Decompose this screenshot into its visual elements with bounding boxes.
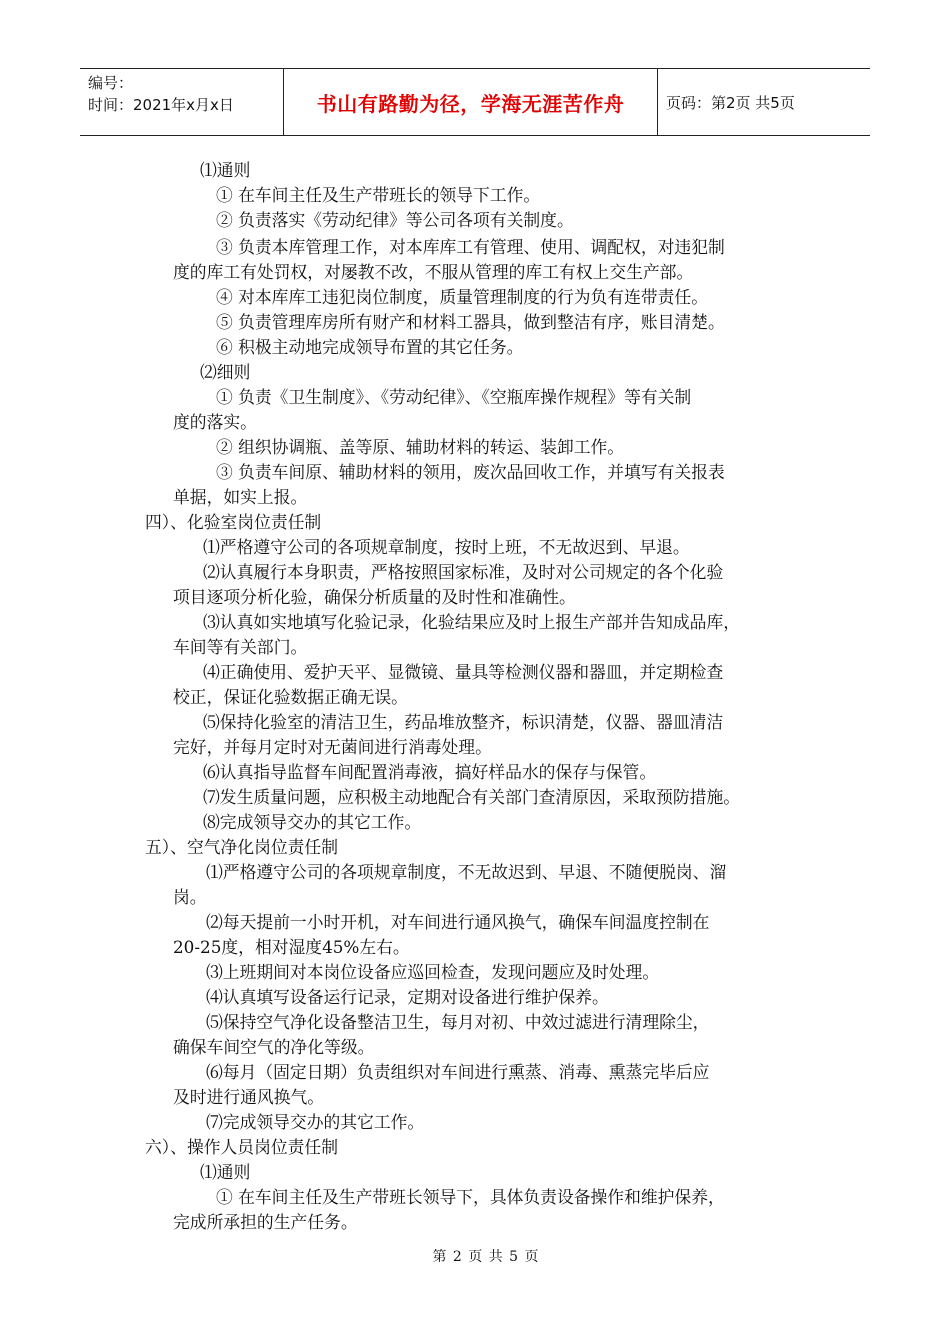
body-line: 项目逐项分析化验，确保分析质量的及时性和准确性。: [173, 587, 576, 607]
body-line: ⑶上班期间对本岗位设备应巡回检查，发现问题应及时处理。: [206, 962, 660, 982]
body-line: ④ 对本库库工违犯岗位制度，质量管理制度的行为负有连带责任。: [216, 287, 708, 307]
page-header: [80, 68, 870, 136]
body-line: ⑴严格遵守公司的各项规章制度，不无故迟到、早退、不随便脱岗、溜: [206, 862, 727, 882]
section-heading-general: ⑴通则: [200, 1162, 251, 1182]
section-title: 五）、空气净化岗位责任制: [145, 837, 338, 857]
body-line: 校正，保证化验数据正确无误。: [173, 687, 408, 707]
body-line: ③ 负责车间原、辅助材料的领用，废次品回收工作，并填写有关报表: [216, 462, 725, 482]
body-line: 度的落实。: [173, 412, 257, 432]
body-line: ⑷认真填写设备运行记录，定期对设备进行维护保养。: [206, 987, 609, 1007]
body-line: ② 负责落实《劳动纪律》等公司各项有关制度。: [216, 210, 574, 230]
body-line: 完好，并每月定时对无菌间进行消毒处理。: [173, 737, 492, 757]
body-line: 单据，如实上报。: [173, 487, 308, 507]
section-heading-detail: ⑵细则: [200, 362, 251, 382]
body-line: 车间等有关部门。: [173, 637, 308, 657]
body-line: ⑸保持化验室的清洁卫生，药品堆放整齐，标识清楚，仪器、器皿清洁: [203, 712, 724, 732]
body-line: ⑺完成领导交办的其它工作。: [206, 1112, 425, 1132]
body-line: 岗。: [173, 887, 207, 907]
number-label: 编号：: [88, 74, 134, 92]
section-heading-general: ⑴通则: [200, 160, 251, 180]
body-line: ⑷正确使用、爱护天平、显微镜、量具等检测仪器和器皿，并定期检查: [203, 662, 724, 682]
section-title: 四）、化验室岗位责任制: [145, 512, 322, 532]
body-line: ⑶认真如实地填写化验记录，化验结果应及时上报生产部并告知成品库，: [203, 612, 741, 632]
body-line: ⑤ 负责管理库房所有财产和材料工器具，做到整洁有序，账目清楚。: [216, 312, 725, 332]
body-line: ⑸保持空气净化设备整洁卫生，每月对初、中效过滤进行清理除尘，: [206, 1012, 710, 1032]
header-meta: [80, 69, 283, 135]
body-line: ① 负责《卫生制度》、《劳动纪律》、《空瓶库操作规程》等有关制: [216, 387, 692, 407]
body-line: ⑻完成领导交办的其它工作。: [203, 812, 422, 832]
body-line: ① 在车间主任及生产带班长领导下，具体负责设备操作和维护保养，: [216, 1187, 725, 1207]
date-label: 时间：2021年x月x日: [88, 96, 234, 114]
header-motto: 书山有路勤为径，学海无涯苦作舟: [283, 69, 658, 135]
body-line: ⑵认真履行本身职责，严格按照国家标准，及时对公司规定的各个化验: [203, 562, 724, 582]
body-line: 确保车间空气的净化等级。: [173, 1037, 375, 1057]
body-line: ③ 负责本库管理工作，对本库库工有管理、使用、调配权，对违犯制: [216, 237, 725, 257]
body-line: 20-25度，相对湿度45%左右。: [173, 937, 410, 957]
body-line: ⑹每月（固定日期）负责组织对车间进行熏蒸、消毒、熏蒸完毕后应: [206, 1062, 710, 1082]
body-line: ② 组织协调瓶、盖等原、辅助材料的转运、装卸工作。: [216, 437, 625, 457]
body-line: ① 在车间主任及生产带班长的领导下工作。: [216, 185, 541, 205]
body-line: 度的库工有处罚权，对屡教不改，不服从管理的库工有权上交生产部。: [173, 262, 694, 282]
body-line: ⑴严格遵守公司的各项规章制度，按时上班，不无故迟到、早退。: [203, 537, 690, 557]
body-line: ⑺发生质量问题，应积极主动地配合有关部门查清原因，采取预防措施。: [203, 787, 741, 807]
body-line: ⑹认真指导监督车间配置消毒液，搞好样品水的保存与保管。: [203, 762, 657, 782]
body-line: ⑥ 积极主动地完成领导布置的其它任务。: [216, 337, 524, 357]
body-line: 及时进行通风换气。: [173, 1087, 325, 1107]
body-line: 完成所承担的生产任务。: [173, 1212, 358, 1232]
page-footer: 第 2 页 共 5 页: [432, 1249, 540, 1265]
header-page-number: 页码：第2页 共5页: [666, 93, 795, 112]
body-line: ⑵每天提前一小时开机，对车间进行通风换气，确保车间温度控制在: [206, 912, 710, 932]
section-title: 六）、操作人员岗位责任制: [145, 1137, 338, 1157]
